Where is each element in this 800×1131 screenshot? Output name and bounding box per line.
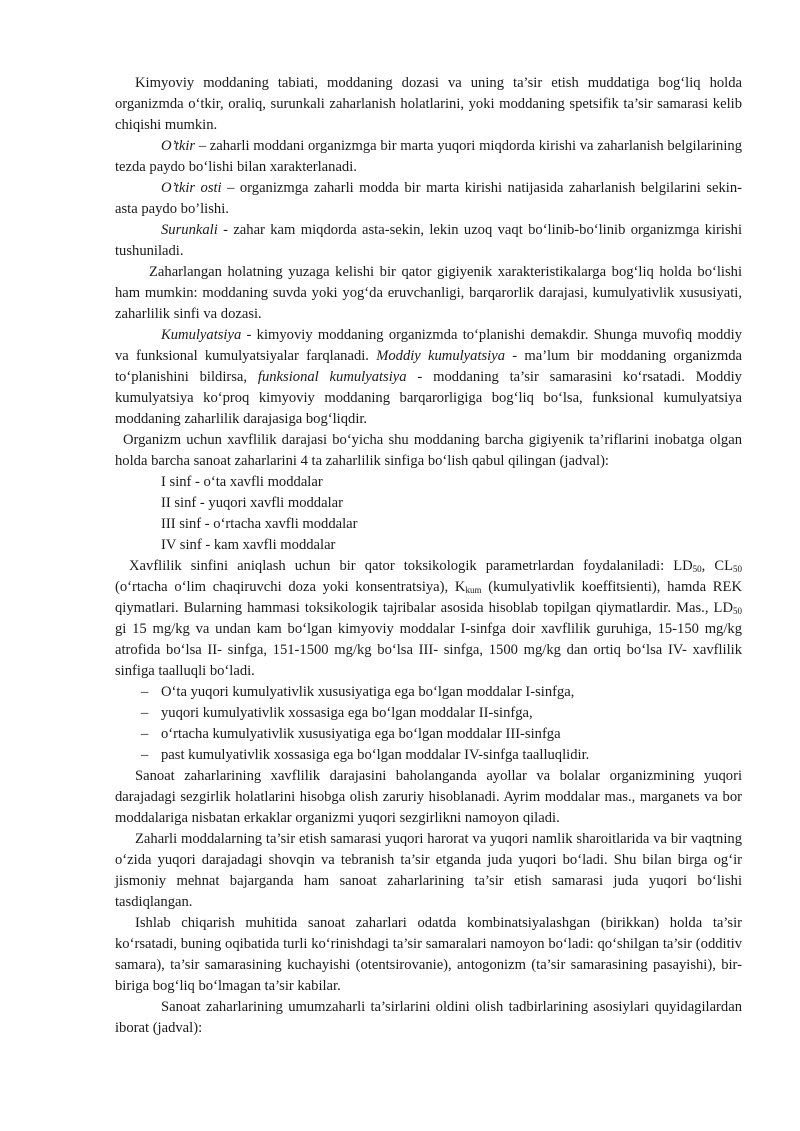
xavflilik-text-b: , CL xyxy=(701,558,733,574)
list-item xyxy=(115,724,742,745)
list-item xyxy=(115,703,742,724)
term-moddiy-kumulyatsiya: Moddiy kumulyatsiya xyxy=(376,348,506,364)
definition-surunkali xyxy=(115,220,742,262)
definition-otkir xyxy=(115,136,742,178)
kumulyatsiya-text-2: - ma’lum bir moddaning organizmda to‘planishini bildirsa, xyxy=(115,348,742,385)
dash-marker: – xyxy=(141,684,149,700)
dash-marker: – xyxy=(141,747,149,763)
paragraph-intro: Kimyoviy moddaning tabiati, moddaning dozasi va uning ta’sir etish muddatiga bog‘liq holda organizmda o‘tkir, oraliq, surunkali zaharlanish holatlarini, yoki moddaning spetsifik ta’sir samarasi kelib chiqishi mumkin. xyxy=(115,75,742,133)
paragraph-tadbirlar: Sanoat zaharlarining umumzaharli ta’sirlarini oldini olish tadbirlarining asosiylari quyidagilardan iborat (jadval): xyxy=(115,999,742,1036)
term-otkir-osti: O’tkir osti xyxy=(161,180,222,196)
toxicity-class-list xyxy=(115,472,742,556)
class-item: I sinf - o‘ta xavfli moddalar xyxy=(161,474,323,490)
term-funksional-kumulyatsiya: funksional kumulyatsiya xyxy=(257,369,407,385)
paragraph-kumulyatsiya xyxy=(115,325,742,430)
list-item-text: o‘rtacha kumulyativlik xususiyatiga ega bo‘lgan moddalar III-sinfga xyxy=(161,726,561,742)
paragraph-xavflilik xyxy=(115,556,742,682)
xavflilik-text-e: gi 15 mg/kg va undan kam bo‘lgan kimyoviy moddalar I-sinfga doir xavflilik guruhiga, 15-150 mg/kg atrofida bo‘lsa II- sinfga, 151-1500 mg/kg bo‘lsa III- sinfga, 1500 mg/kg dan ortiq bo‘lsa IV- xavflilik sinfiga taalluqli bo‘ladi. xyxy=(115,621,742,679)
definition-otkir-text: – zaharli moddani organizmga bir marta yuqori miqdorda kirishi va zaharlanish belgilarining tezda paydo bo‘lishi bilan xarakterlanadi. xyxy=(115,138,742,175)
list-item xyxy=(115,682,742,703)
definition-surunkali-text: - zahar kam miqdorda asta-sekin, lekin uzoq vaqt bo‘linib-bo‘linib organizmga kirishi tushuniladi. xyxy=(115,222,742,259)
list-item-text: O‘ta yuqori kumulyativlik xususiyatiga ega bo‘lgan moddalar I-sinfga, xyxy=(161,684,575,700)
dash-marker: – xyxy=(141,705,149,721)
dash-marker: – xyxy=(141,726,149,742)
paragraph-zaharlangan: Zaharlangan holatning yuzaga kelishi bir qator gigiyenik xarakteristikalarga bog‘liq holda bo‘lishi ham mumkin: moddaning suvda yoki yog‘da eruvchanligi, barqarorlik darajasi, kumulyativlik xususiyati, zaharlilik sinfi va dozasi. xyxy=(115,264,742,322)
paragraph-ishlab-chiqarish: Ishlab chiqarish muhitida sanoat zaharlari odatda kombinatsiyalashgan (birikkan) holda ta’sir ko‘rsatadi, buning oqibatida turli ko‘rinishdagi ta’sir samaralari namoyon bo‘ladi: qo‘shilgan ta’sir (odditiv samara), ta’sir samarasining kuchayishi (otentsirovanie), antogonizm (ta’sir samarasining pasayishi), bir-biriga bog‘liq bo‘lmagan ta’sir kabilar. xyxy=(115,915,742,994)
class-item: IV sinf - kam xavfli moddalar xyxy=(161,537,336,553)
paragraph-organizm: Organizm uchun xavflilik darajasi bo‘yicha shu moddaning barcha gigiyenik ta’riflarini inobatga olgan holda barcha sanoat zaharlarini 4 ta zaharlilik sinfiga bo‘lish qabul qilingan (jadval): xyxy=(115,432,742,469)
term-surunkali: Surunkali xyxy=(161,222,218,238)
list-item-text: past kumulyativlik xossasiga ega bo‘lgan moddalar IV-sinfga taalluqlidir. xyxy=(161,747,590,763)
kumulyatsiya-text-3: - moddaning ta’sir samarasini ko‘rsatadi. Moddiy kumulyatsiya ko‘proq kimyoviy moddaning barqarorligiga bog‘liq bo‘lsa, funksional kumulyatsiya moddaning zaharlilik darajasiga bog‘liqdir. xyxy=(115,369,742,427)
xavflilik-text-a: Xavflilik sinfini aniqlash uchun bir qator toksikologik parametrlardan foydalaniladi: LD xyxy=(129,558,693,574)
subscript-50: 50 xyxy=(733,606,742,616)
xavflilik-text-c: (o‘rtacha o‘lim chaqiruvchi doza yoki konsentratsiya), K xyxy=(115,579,466,595)
class-item: II sinf - yuqori xavfli moddalar xyxy=(161,495,343,511)
paragraph-zaharli-moddalar: Zaharli moddalarning ta’sir etish samarasi yuqori harorat va yuqori namlik sharoitlarida va bir vaqtning o‘zida yuqori darajadagi shovqin va tebranish ta’sir etganda juda yuqori bo‘ladi. Shu bilan birga og‘ir jismoniy mehnat bajarganda ham sanoat zaharlarining ta’sir etish samarasi juda yuqori bo‘lishi tasdiqlangan. xyxy=(115,831,742,910)
subscript-50: 50 xyxy=(692,564,702,574)
kumulyatsiya-text-1: - kimyoviy moddaning organizmda to‘planishi demakdir. Shunga muvofiq moddiy va funksional kumulyatsiyalar farqlanadi. xyxy=(115,327,742,364)
term-kumulyatsiya: Kumulyatsiya xyxy=(161,327,242,343)
xavflilik-text-d: (kumulyativlik koeffitsienti), hamda REK qiymatlari. Bularning hammasi toksikologik tajribalar asosida hisoblab topilgan qiymatlardir. Mas., LD xyxy=(115,579,742,616)
list-item xyxy=(115,745,742,766)
term-otkir: O’tkir xyxy=(161,138,196,154)
subscript-kum: kum xyxy=(465,585,482,595)
paragraph-sanoat-sezgirlik: Sanoat zaharlarining xavflilik darajasini baholanganda ayollar va bolalar organizmining yuqori darajadagi sezgirlik holatlarini hisobga olish zaruriy hisoblanadi. Ayrim moddalar mas., marganets va bor moddalariga nisbatan erkaklar organizmi yuqori sezgirlikni namoyon qiladi. xyxy=(115,768,742,826)
list-item-text: yuqori kumulyativlik xossasiga ega bo‘lgan moddalar II-sinfga, xyxy=(161,705,533,721)
definition-otkir-osti xyxy=(115,178,742,220)
subscript-50: 50 xyxy=(733,564,742,574)
class-item: III sinf - o‘rtacha xavfli moddalar xyxy=(161,516,358,532)
definition-otkir-osti-text: – organizmga zaharli modda bir marta kirishi natijasida zaharlanish belgilarini sekin-asta paydo bo’lishi. xyxy=(115,180,743,217)
cumulativity-list xyxy=(115,682,742,766)
